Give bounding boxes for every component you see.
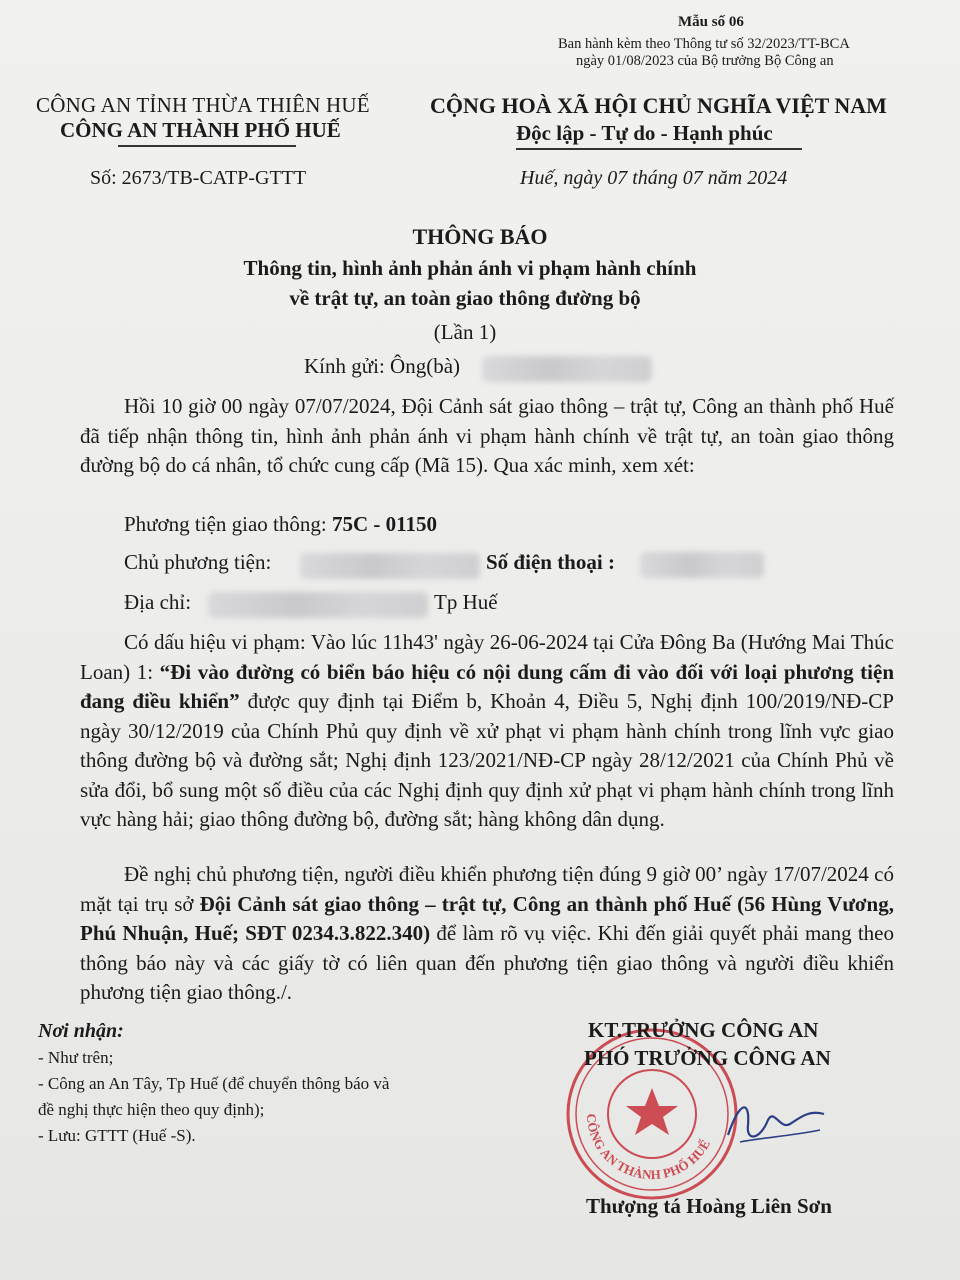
svg-text:CÔNG AN THÀNH PHỐ HUẾ: CÔNG AN THÀNH PHỐ HUẾ [583, 1113, 713, 1183]
redacted-owner [300, 553, 480, 579]
document-number: Số: 2673/TB-CATP-GTTT [90, 167, 307, 189]
owner-label: Chủ phương tiện: [124, 550, 272, 574]
address-label: Địa chỉ: [124, 590, 192, 614]
recipient-item: - Lưu: GTTT (Huế -S). [38, 1126, 196, 1145]
redacted-name [482, 356, 652, 382]
notice-count: (Lần 1) [433, 320, 497, 344]
recipients-title: Nơi nhận: [38, 1020, 124, 1042]
request-office: Đội Cảnh sát giao thông – trật tự, Công an thành phố Huế (56 Hùng Vương, Phú Nhuận, Huế; SĐT 0234.3.822.340) [80, 891, 894, 945]
addressee-label: Kính gửi: Ông(bà) [304, 354, 461, 378]
document-subtitle-2: về trật tự, an toàn giao thông đường bộ [289, 286, 641, 310]
violation-lead: Có dấu hiệu vi phạm: Vào lúc 11h43' ngày 26-06-2024 tại Cửa Đông Ba (Hướng Mai Thúc Loan) 1: [80, 630, 894, 684]
plate-label: Phương tiện giao thông: [124, 512, 327, 536]
recipient-item: - Công an An Tây, Tp Huế (để chuyển thông báo và [38, 1074, 390, 1093]
redacted-phone [640, 552, 764, 578]
motto-underline [516, 148, 802, 150]
document-subtitle-1: Thông tin, hình ảnh phản ánh vi phạm hành chính [243, 256, 697, 280]
form-issue-line-1: Ban hành kèm theo Thông tư số 32/2023/TT-BCA [558, 36, 850, 52]
intro-paragraph: Hồi 10 giờ 00 ngày 07/07/2024, Đội Cảnh sát giao thông – trật tự, Công an thành phố Huế đã tiếp nhận thông tin, hình ảnh phản ánh vi phạm hành chính về trật tự, an toàn giao thông đường bộ do cá nhân, tổ chức cung cấp (Mã 15). Qua xác minh, xem xét: [80, 394, 894, 477]
recipient-item: - Như trên; [38, 1048, 114, 1067]
nation-motto: Độc lập - Tự do - Hạnh phúc [516, 121, 773, 145]
agency-unit: CÔNG AN THÀNH PHỐ HUẾ [60, 118, 341, 142]
vehicle-plate-row [124, 512, 437, 537]
phone-label: Số điện thoại : [486, 550, 615, 574]
form-number: Mẫu số 06 [678, 14, 744, 30]
form-issue-line-2: ngày 01/08/2023 của Bộ trưởng Bộ Công an [576, 53, 834, 69]
request-paragraph [80, 860, 894, 1008]
violation-quote: “Đi vào đường có biển báo hiệu có nội dung cấm đi vào đối với loại phương tiện đang điều khiển” [80, 659, 894, 713]
address-city: Tp Huế [434, 590, 498, 614]
signature-title-1: KT.TRƯỞNG CÔNG AN [588, 1018, 819, 1042]
recipient-item: đề nghị thực hiện theo quy định); [38, 1100, 265, 1119]
signer-name: Thượng tá Hoàng Liên Sơn [586, 1194, 832, 1218]
violation-legal-basis: được quy định tại Điểm b, Khoản 4, Điều 5, Nghị định 100/2019/NĐ-CP ngày 30/12/2019 của Chính Phủ quy định về xử phạt vi phạm hành chính trong lĩnh vực giao thông đường bộ và đường sắt; Nghị định 123/2021/NĐ-CP ngày 28/12/2021 của Chính Phủ về sửa đổi, bổ sung một số điều của các Nghị định quy định xử phạt vi phạm hành chính trong lĩnh vực hàng hải; giao thông đường bộ, đường sắt; hàng không dân dụng. [80, 689, 894, 831]
place-date: Huế, ngày 07 tháng 07 năm 2024 [520, 167, 788, 189]
plate-value: 75C - 01150 [331, 512, 437, 536]
redacted-address [208, 592, 428, 618]
signature-title-2: PHÓ TRƯỞNG CÔNG AN [584, 1046, 831, 1070]
request-rest: để làm rõ vụ việc. Khi đến giải quyết phải mang theo thông báo này và các giấy tờ có liên quan đến phương tiện giao thông và người điều khiển phương tiện giao thông./. [80, 921, 895, 1004]
nation-name: CỘNG HOÀ XÃ HỘI CHỦ NGHĨA VIỆT NAM [430, 93, 887, 118]
violation-paragraph [80, 628, 894, 835]
agency-parent: CÔNG AN TỈNH THỪA THIÊN HUẾ [36, 93, 370, 117]
agency-underline [118, 145, 296, 147]
request-lead: Đề nghị chủ phương tiện, người điều khiển phương tiện đúng 9 giờ 00’ ngày 17/07/2024 có mặt tại trụ sở [80, 862, 894, 916]
document-title: THÔNG BÁO [412, 224, 548, 249]
handwritten-signature [720, 1080, 830, 1160]
